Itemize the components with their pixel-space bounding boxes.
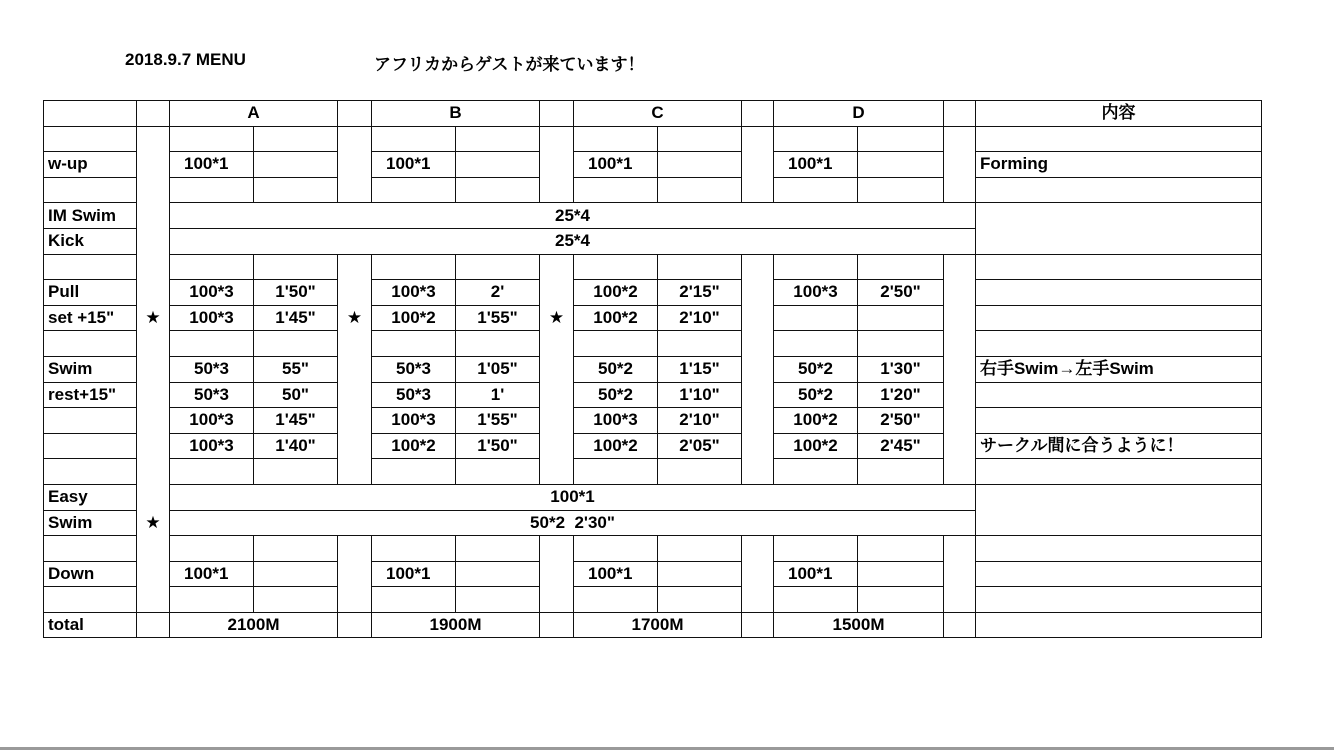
cell: 50" bbox=[254, 382, 338, 408]
row-label: rest+15" bbox=[44, 382, 137, 408]
cell: 1'05" bbox=[456, 356, 540, 382]
table-row bbox=[44, 356, 1262, 382]
empty-cell bbox=[137, 101, 170, 127]
table-row bbox=[44, 254, 1262, 280]
star-icon: ★ bbox=[137, 305, 170, 331]
cell: 2'50" bbox=[858, 408, 944, 434]
span-cell: 100*1 bbox=[170, 484, 976, 510]
total-b: 1900M bbox=[372, 612, 540, 638]
group-a-header: A bbox=[170, 101, 338, 127]
table-row bbox=[44, 305, 1262, 331]
total-c: 1700M bbox=[574, 612, 742, 638]
table-row bbox=[44, 177, 1262, 203]
group-d-header: D bbox=[774, 101, 944, 127]
cell: 2'05" bbox=[658, 433, 742, 459]
table-row bbox=[44, 536, 1262, 562]
cell: 100*3 bbox=[774, 280, 858, 306]
cell: 2'50" bbox=[858, 280, 944, 306]
cell: 100*2 bbox=[574, 280, 658, 306]
cell: 1'15" bbox=[658, 356, 742, 382]
table-row-total bbox=[44, 612, 1262, 638]
swim-menu-table bbox=[43, 100, 1262, 638]
cell: 2'15" bbox=[658, 280, 742, 306]
table-header-row bbox=[44, 101, 1262, 127]
row-label: Swim bbox=[44, 356, 137, 382]
cell: 50*3 bbox=[170, 382, 254, 408]
cell: 1'45" bbox=[254, 408, 338, 434]
table-row bbox=[44, 561, 1262, 587]
cell: 50*3 bbox=[372, 382, 456, 408]
cell: 100*1 bbox=[372, 152, 456, 178]
star-icon: ★ bbox=[338, 305, 372, 331]
table-row bbox=[44, 459, 1262, 485]
total-d: 1500M bbox=[774, 612, 944, 638]
row-label: Pull bbox=[44, 280, 137, 306]
cell: 100*2 bbox=[372, 433, 456, 459]
cell: 50*2 bbox=[774, 382, 858, 408]
cell: 1'55" bbox=[456, 305, 540, 331]
cell: 1'40" bbox=[254, 433, 338, 459]
cell: 50*3 bbox=[170, 356, 254, 382]
table-row bbox=[44, 280, 1262, 306]
cell: 100*3 bbox=[170, 408, 254, 434]
menu-subtitle: アフリカからゲストが来ています！ bbox=[374, 55, 645, 74]
cell: 50*3 bbox=[372, 356, 456, 382]
table-row bbox=[44, 228, 1262, 254]
row-label: Down bbox=[44, 561, 137, 587]
cell: 1'30" bbox=[858, 356, 944, 382]
empty-cell bbox=[540, 101, 574, 127]
cell: 1'45" bbox=[254, 305, 338, 331]
cell: 100*3 bbox=[574, 408, 658, 434]
cell: 100*1 bbox=[170, 152, 254, 178]
cell: 100*3 bbox=[372, 408, 456, 434]
cell: 55" bbox=[254, 356, 338, 382]
cell: 1' bbox=[456, 382, 540, 408]
row-label: Easy bbox=[44, 484, 137, 510]
cell: 100*2 bbox=[574, 433, 658, 459]
table-row bbox=[44, 587, 1262, 613]
group-b-header: B bbox=[372, 101, 540, 127]
notes-header: 内容 bbox=[976, 101, 1262, 127]
span-cell: 25*4 bbox=[170, 228, 976, 254]
cell: 50*2 bbox=[574, 356, 658, 382]
table-row bbox=[44, 433, 1262, 459]
cell: 100*3 bbox=[170, 280, 254, 306]
cell: 100*2 bbox=[774, 408, 858, 434]
table-row bbox=[44, 203, 1262, 229]
cell: 100*1 bbox=[574, 561, 658, 587]
empty-cell bbox=[944, 101, 976, 127]
cell: 50*2 bbox=[774, 356, 858, 382]
cell: 100*1 bbox=[774, 152, 858, 178]
cell: 2'10" bbox=[658, 305, 742, 331]
cell: 100*1 bbox=[574, 152, 658, 178]
note-cell: Forming bbox=[976, 152, 1262, 178]
total-a: 2100M bbox=[170, 612, 338, 638]
table-row bbox=[44, 152, 1262, 178]
table-row bbox=[44, 126, 1262, 152]
cell: 100*2 bbox=[574, 305, 658, 331]
cell: 1'50" bbox=[254, 280, 338, 306]
row-label: total bbox=[44, 612, 137, 638]
cell: 1'55" bbox=[456, 408, 540, 434]
table-row bbox=[44, 382, 1262, 408]
row-label: Kick bbox=[44, 228, 137, 254]
cell: 100*3 bbox=[372, 280, 456, 306]
cell: 100*3 bbox=[170, 305, 254, 331]
group-c-header: C bbox=[574, 101, 742, 127]
cell: 100*1 bbox=[170, 561, 254, 587]
empty-cell bbox=[742, 101, 774, 127]
table-row bbox=[44, 510, 1262, 536]
cell: 100*1 bbox=[774, 561, 858, 587]
empty-cell bbox=[338, 101, 372, 127]
cell: 100*2 bbox=[372, 305, 456, 331]
span-cell: 50*2 2'30" bbox=[170, 510, 976, 536]
cell: 50*2 bbox=[574, 382, 658, 408]
note-cell: サークル間に合うように！ bbox=[976, 433, 1262, 459]
note-cell: 右手Swim→左手Swim bbox=[976, 356, 1262, 382]
row-label: set +15" bbox=[44, 305, 137, 331]
empty-cell bbox=[44, 101, 137, 127]
table-row bbox=[44, 331, 1262, 357]
cell: 1'20" bbox=[858, 382, 944, 408]
cell: 1'50" bbox=[456, 433, 540, 459]
row-label: w-up bbox=[44, 152, 137, 178]
cell: 2'45" bbox=[858, 433, 944, 459]
table-row bbox=[44, 408, 1262, 434]
cell: 100*2 bbox=[774, 433, 858, 459]
row-label: Swim bbox=[44, 510, 137, 536]
star-icon: ★ bbox=[540, 305, 574, 331]
span-cell: 25*4 bbox=[170, 203, 976, 229]
cell: 100*1 bbox=[372, 561, 456, 587]
cell: 100*3 bbox=[170, 433, 254, 459]
cell: 2'10" bbox=[658, 408, 742, 434]
table-row bbox=[44, 484, 1262, 510]
row-label: IM Swim bbox=[44, 203, 137, 229]
menu-title: 2018.9.7 MENU bbox=[125, 50, 246, 69]
star-icon: ★ bbox=[137, 510, 170, 536]
cell: 1'10" bbox=[658, 382, 742, 408]
cell: 2' bbox=[456, 280, 540, 306]
